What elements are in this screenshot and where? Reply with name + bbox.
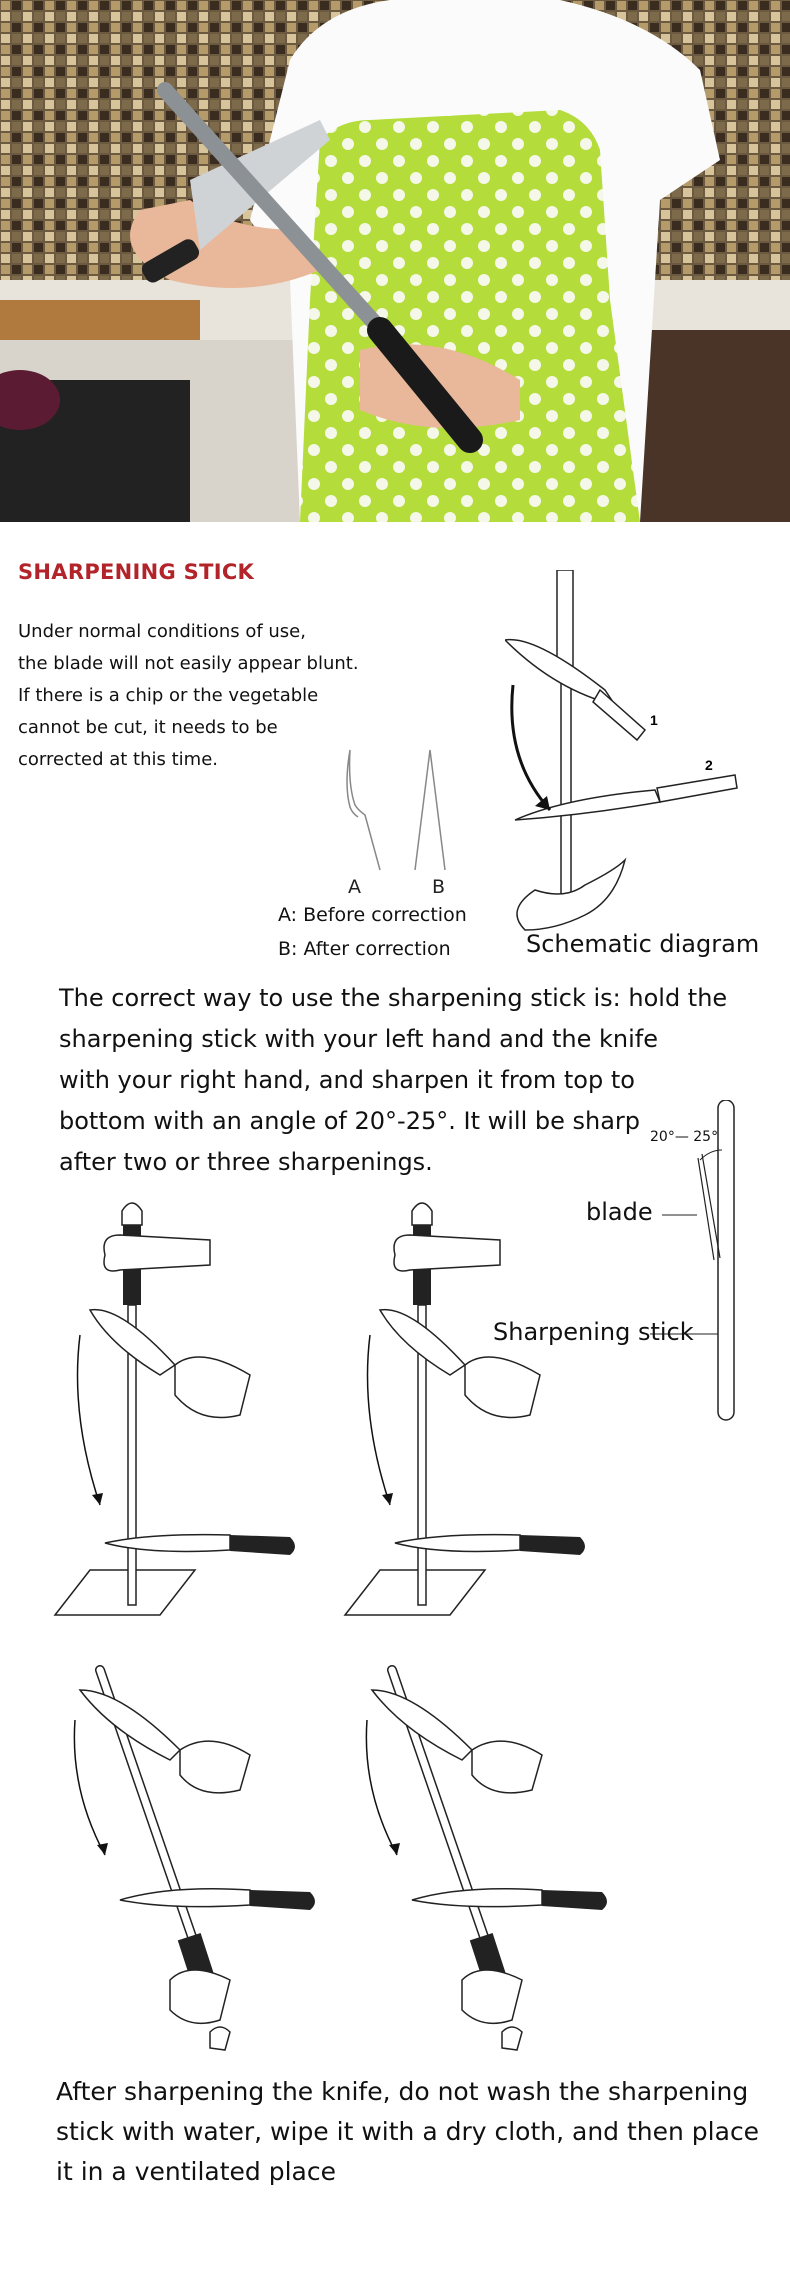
intro-line: the blade will not easily appear blunt.	[18, 653, 359, 674]
step-illustration-handheld-2	[362, 1660, 622, 2060]
step-illustration-stand-1	[50, 1195, 310, 1635]
legend-before: A: Before correction	[278, 904, 467, 926]
legend-after: B: After correction	[278, 938, 451, 960]
schematic-caption: Schematic diagram	[526, 930, 760, 958]
intro-line: If there is a chip or the vegetable	[18, 685, 319, 706]
angle-label: 20°— 25°	[650, 1129, 719, 1145]
hero-photo	[0, 0, 790, 522]
step-illustration-stand-2	[340, 1195, 600, 1635]
fig-label-b: B	[432, 876, 446, 898]
intro-line: Under normal conditions of use,	[18, 621, 306, 642]
schematic-step-2: 2	[705, 757, 713, 773]
sharpening-stick-label: Sharpening stick	[493, 1318, 694, 1346]
instruction-line: bottom with an angle of 20°-25°. It will be sharp	[59, 1107, 641, 1135]
care-line: stick with water, wipe it with a dry cloth, and then place	[56, 2117, 760, 2146]
instruction-line: The correct way to use the sharpening stick is: hold the	[59, 984, 728, 1012]
step-illustration-handheld-1	[70, 1660, 330, 2060]
intro-line: corrected at this time.	[18, 749, 219, 770]
blade-label: blade	[586, 1198, 653, 1226]
intro-line: cannot be cut, it needs to be	[18, 717, 278, 738]
edge-before-illustration	[330, 745, 390, 875]
edge-after-illustration	[400, 745, 460, 875]
angle-diagram	[640, 1100, 770, 1440]
care-line: it in a ventilated place	[56, 2157, 336, 2186]
care-instructions	[56, 2072, 776, 2192]
intro-text	[18, 616, 378, 776]
schematic-diagram	[505, 570, 765, 940]
schematic-step-1: 1	[650, 712, 658, 728]
instruction-line: with your right hand, and sharpen it from top to	[59, 1066, 635, 1094]
section-title: SHARPENING STICK	[18, 560, 255, 584]
care-line: After sharpening the knife, do not wash the sharpening	[56, 2077, 749, 2106]
instruction-line: after two or three sharpenings.	[59, 1148, 433, 1176]
fig-label-a: A	[348, 876, 361, 898]
instruction-line: sharpening stick with your left hand and the knife	[59, 1025, 658, 1053]
